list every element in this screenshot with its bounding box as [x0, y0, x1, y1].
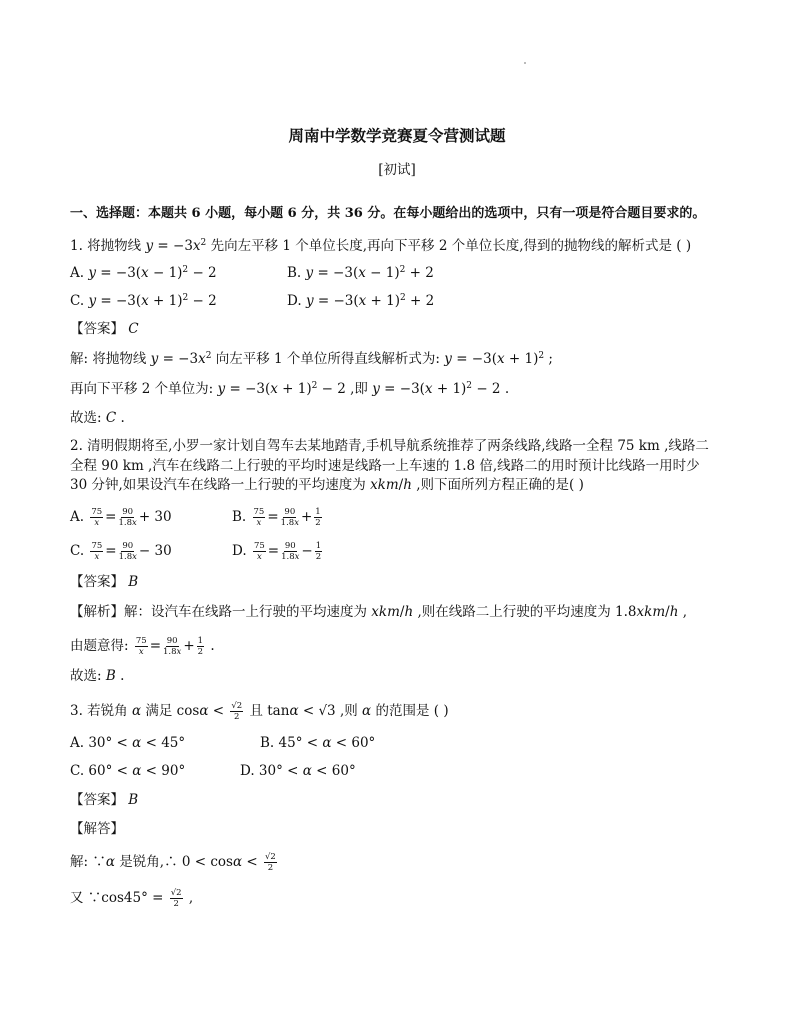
q2-stem-line1: 2. 清明假期将至,小罗一家计划自驾车去某地踏青,手机导航系统推荐了两条线路,线路一全程 75 km ,线路二 — [70, 438, 709, 454]
q1-option-c: C. $y = -3(x + 1)^2 - 2$ — [70, 293, 217, 309]
q3-option-d: D. 30° < α < 60° — [240, 763, 356, 779]
q3-detail-label: 【解答】 — [70, 821, 124, 837]
q3-option-c: C. 60° < α < 90° — [70, 763, 186, 779]
q1-answer: 【答案】 C — [70, 321, 139, 337]
q3-solution-line1: 解: ∵α 是锐角,∴ 0 < cosα < $\frac{√2}{2}$ — [70, 852, 276, 873]
q1-choice: 故选: C . — [70, 410, 125, 426]
section-heading: 一、选择题：本题共 6 小题，每小题 6 分，共 36 分。在每小题给出的选项中，只有一项是符合题目要求的。 — [70, 206, 706, 221]
q3-option-b: B. 45° < α < 60° — [260, 735, 376, 751]
q2-option-b: B. $\frac{75}{x}$ = $\frac{90}{1.8x}$ + $\frac{1}{2}$ — [232, 507, 321, 528]
q2-choice: 故选: B . — [70, 668, 125, 684]
q2-option-d: D. $\frac{75}{x}$ = $\frac{90}{1.8x}$ − $\frac{1}{2}$ — [232, 541, 322, 562]
q2-option-a: A. $\frac{75}{x}$ = $\frac{90}{1.8x}$ + 30 — [70, 507, 172, 528]
q2-option-c: C. $\frac{75}{x}$ = $\frac{90}{1.8x}$ − 30 — [70, 541, 172, 562]
q1-stem: 1. 将抛物线 $y = -3x^2$ 先向左平移 1 个单位长度,再向下平移 2 个单位长度,得到的抛物线的解析式是 ( ) — [70, 238, 692, 254]
q1-solution-line1: 解: 将抛物线 $y = -3x^2$ 向左平移 1 个单位所得直线解析式为: $y = -3(x + 1)^2$ ; — [70, 351, 553, 367]
q2-analysis: 【解析】解：设汽车在线路一上行驶的平均速度为 xkm/h ,则在线路二上行驶的平均速度为 1.8xkm/h , — [70, 604, 687, 620]
q2-stem-line3: 30 分钟,如果设汽车在线路一上行驶的平均速度为 xkm/h ,则下面所列方程正确的是( ) — [70, 477, 584, 493]
q2-answer: 【答案】 B — [70, 574, 139, 590]
q1-option-b: B. $y = -3(x - 1)^2 + 2$ — [287, 265, 434, 281]
q2-stem-line2: 全程 90 km ,汽车在线路二上行驶的平均时速是线路一上车速的 1.8 倍,线路二的用时预计比线路一用时少 — [70, 458, 700, 474]
q1-solution-line2: 再向下平移 2 个单位为: $y = -3(x + 1)^2 - 2$ ,即 $y = -3(x + 1)^2 - 2$ . — [70, 381, 510, 397]
page-mark — [524, 62, 526, 64]
q1-option-d: D. $y = -3(x + 1)^2 + 2$ — [287, 293, 435, 309]
q3-answer: 【答案】 B — [70, 792, 139, 808]
q3-solution-line2: 又 ∵cos45° = $\frac{√2}{2}$ , — [70, 888, 194, 909]
q2-equation: 由题意得: $\frac{75}{x}$ = $\frac{90}{1.8x}$ + $\frac{1}{2}$ . — [70, 636, 215, 657]
q1-option-a: A. $y = -3(x - 1)^2 - 2$ — [70, 265, 217, 281]
page-title: 周南中学数学竞赛夏令营测试题 — [288, 126, 506, 145]
q3-stem: 3. 若锐角 α 满足 cosα < $\frac{√2}{2}$ 且 tanα < √3 ,则 α 的范围是 ( ) — [70, 701, 449, 722]
page-subtitle: [初试] — [378, 162, 416, 178]
q3-option-a: A. 30° < α < 45° — [70, 735, 186, 751]
